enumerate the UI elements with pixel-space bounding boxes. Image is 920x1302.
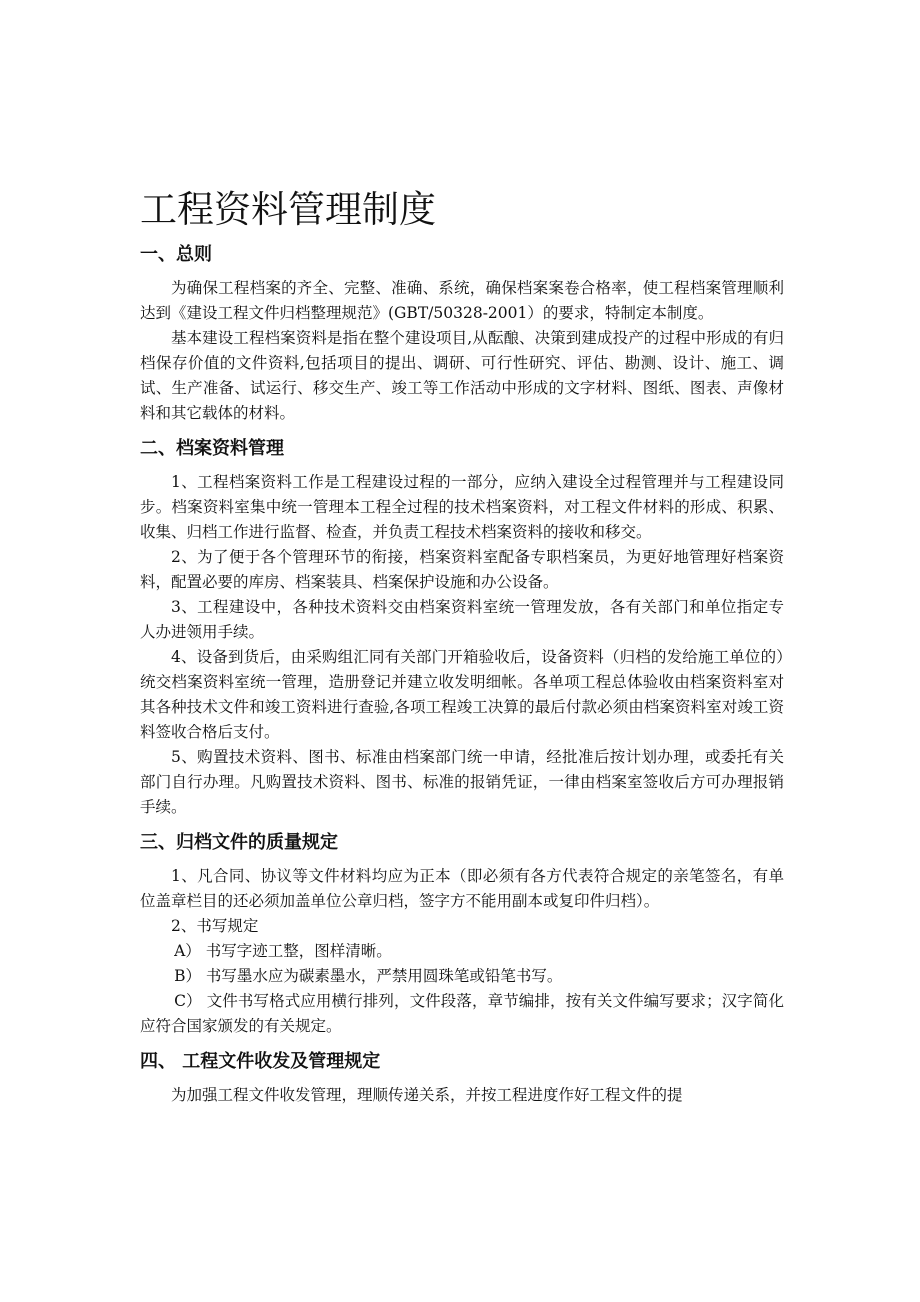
paragraph: 基本建设工程档案资料是指在整个建设项目,从酝酿、决策到建成投产的过程中形成的有归档保存价值的文件资料,包括项目的提出、调研、可行性研究、评估、勘测、设计、施工、调试、生产准备、试运行、移交生产、竣工等工作活动中形成的文字材料、图纸、图表、声像材料和其它载体的材料。	[140, 329, 784, 422]
section-heading: 三、归档文件的质量规定	[140, 832, 338, 853]
paragraph: 2、书写规定	[171, 917, 259, 935]
paragraph: 为确保工程档案的齐全、完整、准确、系统，确保档案案卷合格率，使工程档案管理顺利达到《建设工程文件归档整理规范》(GBT/50328-2001）的要求，特制定本制度。	[140, 279, 784, 322]
section-document-dispatch	[140, 1049, 784, 1108]
paragraph: 为加强工程文件收发管理，理顺传递关系，并按工程进度作好工程文件的提	[171, 1086, 683, 1104]
list-item: B） 书写墨水应为碳素墨水，严禁用圆珠笔或铅笔书写。	[174, 967, 563, 985]
section-archive-management	[140, 436, 784, 820]
section-heading: 四、 工程文件收发及管理规定	[140, 1051, 381, 1072]
page-title: 工程资料管理制度	[140, 188, 436, 231]
section-heading: 二、档案资料管理	[140, 438, 284, 459]
list-item: A） 书写字迹工整，图样清晰。	[174, 942, 392, 960]
section-general	[140, 242, 784, 426]
section-heading: 一、总则	[140, 244, 212, 265]
paragraph: 1、凡合同、协议等文件材料均应为正本（即必须有各方代表符合规定的亲笔签名，有单位盖章栏目的还必须加盖单位公章归档，签字方不能用副本或复印件归档）。	[140, 867, 784, 910]
paragraph: 3、工程建设中，各种技术资料交由档案资料室统一管理发放，各有关部门和单位指定专人办进领用手续。	[140, 598, 784, 641]
section-quality-rules	[140, 830, 784, 1039]
list-item: C） 文件书写格式应用横行排列，文件段落，章节编排，按有关文件编写要求；汉字简化应符合国家颁发的有关规定。	[140, 992, 784, 1035]
paragraph: 5、购置技术资料、图书、标准由档案部门统一申请，经批准后按计划办理，或委托有关部门自行办理。凡购置技术资料、图书、标准的报销凭证，一律由档案室签收后方可办理报销手续。	[140, 748, 784, 816]
paragraph: 1、工程档案资料工作是工程建设过程的一部分，应纳入建设全过程管理并与工程建设同步。档案资料室集中统一管理本工程全过程的技术档案资料，对工程文件材料的形成、积累、收集、归档工作进行监督、检查，并负责工程技术档案资料的接收和移交。	[140, 473, 784, 541]
paragraph: 4、设备到货后，由采购组汇同有关部门开箱验收后，设备资料（归档的发给施工单位的）统交档案资料室统一管理，造册登记并建立收发明细帐。各单项工程总体验收由档案资料室对其各种技术文件和竣工资料进行查验,各项工程竣工决算的最后付款必须由档案资料室对竣工资料签收合格后支付。	[140, 648, 784, 741]
paragraph: 2、为了便于各个管理环节的衔接，档案资料室配备专职档案员，为更好地管理好档案资料，配置必要的库房、档案装具、档案保护设施和办公设备。	[140, 548, 784, 591]
document-body	[140, 184, 784, 1108]
